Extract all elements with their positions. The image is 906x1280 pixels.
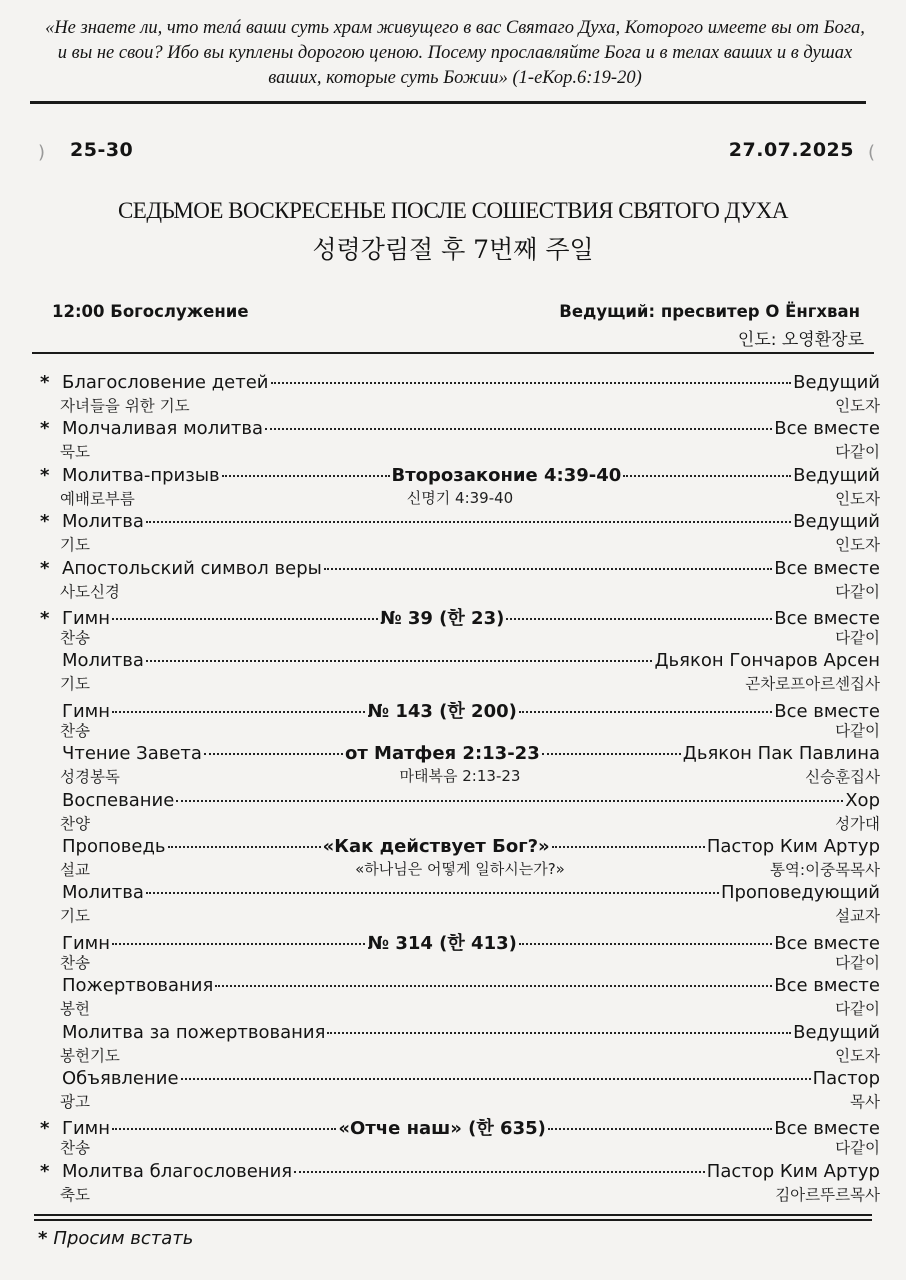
- leader-dots: [623, 475, 791, 477]
- item-name: Апостольский символ веры: [62, 557, 322, 579]
- item-leader-korean: 설교자: [835, 907, 880, 926]
- service-time: 12:00 Богослужение: [52, 302, 249, 321]
- item-leader-korean: 다같이: [835, 1139, 880, 1158]
- service-leader-korean: 인도: 오영환장로: [737, 330, 864, 350]
- service-date: 27.07.2025: [728, 139, 854, 161]
- stand-marker: *: [40, 372, 50, 393]
- order-item-korean: [40, 1044, 880, 1065]
- paren-mark-left: ): [38, 142, 46, 163]
- order-item-korean: [40, 858, 880, 879]
- leader-dots: [265, 428, 772, 430]
- stand-marker: *: [40, 1118, 50, 1140]
- leader-dots: [215, 985, 772, 987]
- paren-mark-right: (: [868, 142, 876, 163]
- item-leader-korean: 인도자: [835, 1046, 880, 1065]
- item-leader: Все вместе: [774, 418, 880, 440]
- item-name: Проповедь: [62, 836, 166, 857]
- item-detail: «Как действует Бог?»: [322, 836, 550, 857]
- order-item: [40, 372, 880, 395]
- item-name: Гимн: [62, 1118, 111, 1140]
- item-name: Гимн: [62, 608, 111, 629]
- leader-dots: [294, 1171, 705, 1173]
- order-item-korean: [40, 440, 880, 461]
- order-item-korean: [40, 1090, 880, 1111]
- order-item: [40, 882, 880, 905]
- order-item: [40, 511, 880, 534]
- item-detail: от Матфея 2:13-23: [344, 743, 540, 765]
- item-leader: Дьякон Гончаров Арсен: [654, 650, 880, 672]
- header-divider: [32, 352, 874, 354]
- order-item-korean: [40, 1136, 880, 1157]
- leader-dots: [542, 753, 681, 755]
- order-item: [40, 697, 880, 720]
- leader-dots: [146, 521, 791, 523]
- stand-marker: *: [40, 464, 50, 486]
- item-name-korean: 성경봉독: [60, 768, 120, 787]
- leader-dots: [112, 1128, 336, 1130]
- item-name: Воспевание: [62, 789, 175, 811]
- footnote-star: *: [38, 1228, 48, 1249]
- item-detail: № 314 (한 413): [367, 932, 517, 954]
- order-item-korean: [40, 951, 880, 972]
- leader-dots: [181, 1078, 811, 1080]
- leader-dots: [271, 382, 792, 384]
- item-name-korean: 봉헌: [60, 1000, 90, 1019]
- item-leader-korean: 다같이: [835, 629, 880, 647]
- leader-dots: [548, 1128, 772, 1130]
- item-leader: Пастор: [812, 1068, 880, 1089]
- item-leader: Проповедующий: [720, 882, 880, 904]
- item-name: Молитва-призыв: [62, 464, 220, 486]
- item-leader: Пастор Ким Артур: [706, 1160, 880, 1182]
- item-name: Пожертвования: [62, 975, 214, 997]
- order-item-korean: [40, 626, 880, 647]
- stand-marker: *: [40, 418, 50, 440]
- leader-dots: [112, 618, 378, 620]
- item-name-korean: 기도: [60, 536, 90, 555]
- footnote-text: Просим встать: [53, 1228, 194, 1249]
- item-leader-korean: 김아르뚜르목사: [775, 1185, 880, 1204]
- item-detail: № 143 (한 200): [367, 700, 517, 722]
- page-title-korean: 성령강림절 후 7번째 주일: [312, 235, 594, 264]
- item-name-korean: 예배로부름: [60, 489, 135, 508]
- item-name-korean: 찬송: [60, 721, 90, 740]
- item-leader-korean: 신승훈집사: [805, 768, 880, 787]
- bottom-divider: [34, 1214, 872, 1216]
- leader-dots: [506, 618, 772, 620]
- order-item-korean: [40, 580, 880, 601]
- item-detail-korean: 신명기 4:39-40: [406, 488, 514, 507]
- order-item: [40, 1114, 880, 1140]
- leader-dots: [112, 943, 365, 945]
- order-item: [40, 1068, 880, 1091]
- stand-marker: *: [40, 608, 50, 629]
- item-leader-korean: 인도자: [835, 489, 880, 508]
- item-leader-korean: 성가대: [835, 814, 880, 833]
- item-name: Чтение Завета: [62, 743, 202, 765]
- item-leader-korean: 인도자: [835, 536, 880, 555]
- item-name-korean: 봉헌기도: [60, 1046, 120, 1065]
- item-name-korean: 사도신경: [60, 582, 120, 601]
- item-leader: Все вместе: [774, 700, 880, 722]
- order-item: [40, 650, 880, 673]
- item-leader-korean: 다같이: [835, 582, 880, 601]
- leader-dots: [324, 568, 772, 570]
- item-name: Молитва благословения: [62, 1160, 293, 1182]
- order-item: [40, 465, 880, 488]
- item-leader-korean: 다같이: [835, 721, 880, 740]
- item-name-korean: 축도: [60, 1185, 90, 1204]
- item-name-korean: 찬양: [60, 814, 90, 833]
- item-name-korean: 찬송: [60, 629, 90, 647]
- item-name: Гимн: [62, 932, 111, 954]
- order-item: [40, 790, 880, 813]
- order-item: [40, 604, 880, 627]
- order-item-korean: [40, 997, 880, 1018]
- leader-dots: [552, 846, 705, 848]
- item-leader-korean: 인도자: [835, 397, 880, 415]
- item-name-korean: 찬송: [60, 1139, 90, 1158]
- leader-dots: [204, 753, 343, 755]
- page-title: СЕДЬМОЕ ВОСКРЕСЕНЬЕ ПОСЛЕ СОШЕСТВИЯ СВЯТОГО ДУХА: [117, 198, 789, 223]
- order-item: [40, 836, 880, 859]
- item-name: Молитва: [62, 511, 144, 533]
- item-leader-korean: 다같이: [835, 443, 880, 462]
- item-leader: Ведущий: [793, 511, 880, 533]
- leader-dots: [519, 711, 772, 713]
- item-detail-korean: «하나님은 어떻게 일하시는가?»: [355, 860, 565, 878]
- item-name-korean: 찬송: [60, 953, 90, 972]
- item-name-korean: 기도: [60, 675, 90, 694]
- epigraph: «Не знаете ли, что телá ваши суть храм живущего в вас Святаго Духа, Которого имеете вы от Бога, и вы не свои? Ибо вы куплены дорогою ценою. Посему прославляйте Бога и в телах ваших и в душах ваших, которые суть Божии» (1-еКор.6:19-20): [45, 18, 865, 88]
- item-name: Объявление: [62, 1068, 179, 1089]
- leader-dots: [176, 800, 843, 802]
- item-name-korean: 기도: [60, 907, 90, 926]
- order-item: [40, 975, 880, 998]
- item-leader-korean: 다같이: [835, 1000, 880, 1019]
- stand-marker: *: [40, 511, 50, 533]
- item-name: Гимн: [62, 700, 111, 722]
- order-item-korean: [40, 812, 880, 833]
- leader-dots: [168, 846, 321, 848]
- leader-dots: [146, 660, 653, 662]
- bottom-divider-2: [34, 1219, 872, 1221]
- item-name: Молитва: [62, 650, 144, 672]
- item-leader-korean: 곤차로프아르센집사: [745, 675, 880, 694]
- item-name-korean: 설교: [60, 861, 90, 879]
- leader-dots: [519, 943, 772, 945]
- item-leader: Все вместе: [774, 608, 881, 629]
- item-detail-korean: 마태복음 2:13-23: [399, 767, 521, 786]
- order-item-korean: [40, 719, 880, 740]
- stand-marker: *: [40, 557, 50, 579]
- order-item: [40, 929, 880, 952]
- item-name-korean: 묵도: [60, 443, 90, 462]
- item-detail: Второзаконие 4:39-40: [391, 464, 622, 486]
- issue-number: 25-30: [70, 139, 134, 161]
- order-item: [40, 1161, 880, 1184]
- item-leader-korean: 통역:이중목목사: [769, 861, 880, 879]
- order-item-korean: [40, 487, 880, 508]
- item-leader: Хор: [845, 789, 880, 811]
- footnote: [38, 1228, 193, 1249]
- order-item-korean: [40, 765, 880, 786]
- item-detail: «Отче наш» (한 635): [338, 1118, 546, 1140]
- item-name-korean: 광고: [60, 1093, 90, 1111]
- leader-dots: [146, 892, 719, 894]
- service-leader: Ведущий: пресвитер О Ёнгхван: [559, 302, 860, 321]
- item-leader: Все вместе: [774, 932, 880, 954]
- item-leader-korean: 다같이: [835, 953, 880, 972]
- order-item-korean: [40, 394, 880, 415]
- item-leader: Дьякон Пак Павлина: [682, 743, 880, 765]
- top-divider: [30, 101, 866, 104]
- item-leader-korean: 목사: [850, 1093, 880, 1111]
- item-name: Молитва за пожертвования: [62, 1021, 326, 1043]
- order-item: [40, 418, 880, 441]
- leader-dots: [222, 475, 390, 477]
- item-leader: Все вместе: [774, 1118, 880, 1140]
- item-leader: Ведущий: [793, 372, 880, 393]
- item-detail: № 39 (한 23): [379, 608, 505, 629]
- item-leader: Ведущий: [793, 464, 880, 486]
- order-item-korean: [40, 672, 880, 693]
- order-item-korean: [40, 533, 880, 554]
- stand-marker: *: [40, 1160, 50, 1182]
- item-leader: Пастор Ким Артур: [706, 836, 881, 857]
- item-name: Благословение детей: [62, 372, 269, 393]
- item-leader: Ведущий: [793, 1021, 880, 1043]
- order-item-korean: [40, 904, 880, 925]
- order-item-korean: [40, 1183, 880, 1204]
- order-item: [40, 558, 880, 581]
- item-name-korean: 자녀들을 위한 기도: [60, 397, 190, 415]
- item-name: Молчаливая молитва: [62, 418, 264, 440]
- order-item: [40, 1022, 880, 1045]
- leader-dots: [112, 711, 365, 713]
- item-name: Молитва: [62, 882, 144, 904]
- order-item: [40, 743, 880, 766]
- leader-dots: [327, 1032, 791, 1034]
- item-leader: Все вместе: [774, 557, 880, 579]
- item-leader: Все вместе: [774, 975, 880, 997]
